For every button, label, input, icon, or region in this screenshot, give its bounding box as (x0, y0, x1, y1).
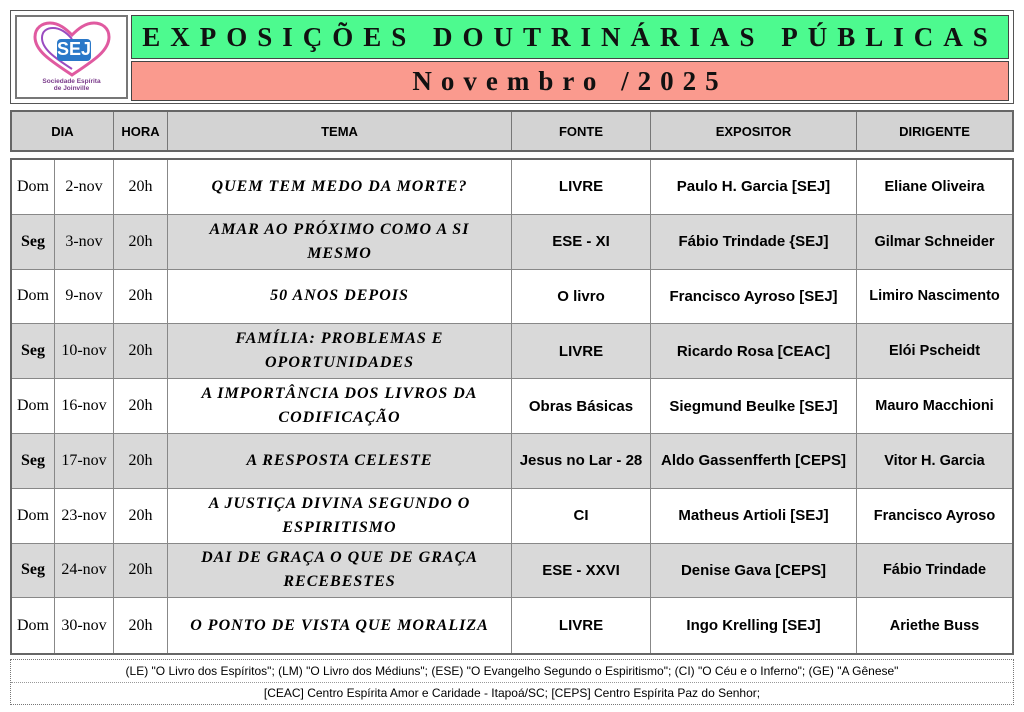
cell-expositor: Paulo H. Garcia [SEJ] (651, 160, 857, 214)
cell-fonte: Obras Básicas (512, 379, 651, 433)
logo-subtitle-line-2: de Joinville (53, 85, 90, 92)
column-header-fonte: FONTE (512, 112, 651, 150)
cell-expositor: Aldo Gassenfferth [CEPS] (651, 434, 857, 488)
cell-tema: A IMPORTÂNCIA DOS LIVROS DA CODIFICAÇÃO (168, 379, 512, 433)
table-row (12, 544, 1012, 599)
cell-tema: DAI DE GRAÇA O QUE DE GRAÇA RECEBESTES (168, 544, 512, 598)
cell-tema: O PONTO DE VISTA QUE MORALIZA (168, 598, 512, 653)
cell-hora: 20h (114, 379, 168, 433)
cell-fonte: CI (512, 489, 651, 543)
cell-data: 9-nov (55, 270, 114, 324)
table-row (12, 434, 1012, 489)
cell-tema: A RESPOSTA CELESTE (168, 434, 512, 488)
cell-tema: FAMÍLIA: PROBLEMAS E OPORTUNIDADES (168, 324, 512, 378)
table-row (12, 379, 1012, 434)
sej-logo (15, 15, 128, 99)
page-header (10, 10, 1014, 104)
table-row (12, 324, 1012, 379)
cell-dia: Dom (12, 160, 55, 214)
cell-dirigente: Limiro Nascimento (869, 288, 1000, 305)
table-row (12, 270, 1012, 325)
cell-expositor: Ingo Krelling [SEJ] (651, 598, 857, 653)
cell-data: 30-nov (55, 598, 114, 653)
cell-data: 3-nov (55, 215, 114, 269)
cell-tema: QUEM TEM MEDO DA MORTE? (168, 160, 512, 214)
cell-dia: Seg (12, 434, 55, 488)
logo-title: SEJ (57, 39, 92, 59)
cell-dia: Dom (12, 270, 55, 324)
cell-fonte: Jesus no Lar - 28 (512, 434, 651, 488)
cell-tema: AMAR AO PRÓXIMO COMO A SI MESMO (168, 215, 512, 269)
cell-expositor: Francisco Ayroso [SEJ] (651, 270, 857, 324)
legend-books: (LE) "O Livro dos Espíritos"; (LM) "O Livro dos Médiuns"; (ESE) "O Evangelho Segundo o Espiritismo"; (CI) "O Céu e o Inferno"; (GE) "A Gênese" (125, 664, 899, 678)
cell-data: 10-nov (55, 324, 114, 378)
cell-fonte: O livro (512, 270, 651, 324)
page-title: EXPOSIÇÕES DOUTRINÁRIAS PÚBLICAS (142, 21, 998, 52)
column-header-dirigente: DIRIGENTE (899, 123, 970, 139)
cell-hora: 20h (114, 598, 168, 653)
logo-subtitle-line-1: Sociedade Espírita (42, 78, 101, 85)
cell-data: 24-nov (55, 544, 114, 598)
cell-dirigente: Gilmar Schneider (874, 233, 995, 250)
cell-fonte: LIVRE (512, 598, 651, 653)
cell-dirigente: Fábio Trindade (882, 562, 987, 579)
column-header-expositor: EXPOSITOR (651, 112, 857, 150)
column-header-tema: TEMA (168, 112, 512, 150)
cell-tema: 50 ANOS DEPOIS (168, 270, 512, 324)
column-header-row (10, 110, 1014, 152)
cell-expositor: Matheus Artioli [SEJ] (651, 489, 857, 543)
cell-dirigente: Francisco Ayroso (873, 507, 996, 524)
cell-data: 2-nov (55, 160, 114, 214)
table-row (12, 598, 1012, 653)
cell-fonte: ESE - XI (512, 215, 651, 269)
cell-dirigente: Eliane Oliveira (884, 178, 985, 195)
cell-dirigente: Mauro Macchioni (875, 398, 994, 415)
cell-hora: 20h (114, 324, 168, 378)
cell-dia: Dom (12, 379, 55, 433)
cell-hora: 20h (114, 434, 168, 488)
legend-centers: [CEAC] Centro Espírita Amor e Caridade - Itapoá/SC; [CEPS] Centro Espírita Paz do Senhor; (263, 686, 761, 700)
table-row (12, 489, 1012, 544)
cell-fonte: ESE - XXVI (512, 544, 651, 598)
month-band (131, 61, 1009, 101)
cell-data: 16-nov (55, 379, 114, 433)
legend-footer (10, 659, 1014, 705)
table-row (12, 160, 1012, 215)
cell-expositor: Ricardo Rosa [CEAC] (651, 324, 857, 378)
table-row (12, 215, 1012, 270)
cell-hora: 20h (114, 270, 168, 324)
cell-expositor: Siegmund Beulke [SEJ] (651, 379, 857, 433)
cell-expositor: Denise Gava [CEPS] (651, 544, 857, 598)
cell-hora: 20h (114, 160, 168, 214)
schedule-table (10, 158, 1014, 655)
cell-fonte: LIVRE (512, 324, 651, 378)
column-header-hora: HORA (114, 112, 168, 150)
cell-dia: Seg (12, 544, 55, 598)
legend-divider (11, 682, 1013, 683)
cell-hora: 20h (114, 489, 168, 543)
cell-tema: A JUSTIÇA DIVINA SEGUNDO O ESPIRITISMO (168, 489, 512, 543)
cell-dirigente: Vitor H. Garcia (884, 452, 985, 469)
title-band (131, 15, 1009, 59)
cell-dia: Seg (12, 215, 55, 269)
logo-subtitle (17, 78, 126, 92)
cell-dia: Seg (12, 324, 55, 378)
column-header-dia: DIA (12, 112, 114, 150)
cell-hora: 20h (114, 544, 168, 598)
month-title: Novembro /2025 (412, 65, 728, 96)
cell-dia: Dom (12, 598, 55, 653)
cell-data: 23-nov (55, 489, 114, 543)
cell-expositor: Fábio Trindade {SEJ] (651, 215, 857, 269)
cell-dirigente: Elói Pscheidt (888, 343, 981, 360)
cell-data: 17-nov (55, 434, 114, 488)
cell-fonte: LIVRE (512, 160, 651, 214)
cell-hora: 20h (114, 215, 168, 269)
cell-dirigente: Ariethe Buss (889, 617, 980, 634)
cell-dia: Dom (12, 489, 55, 543)
